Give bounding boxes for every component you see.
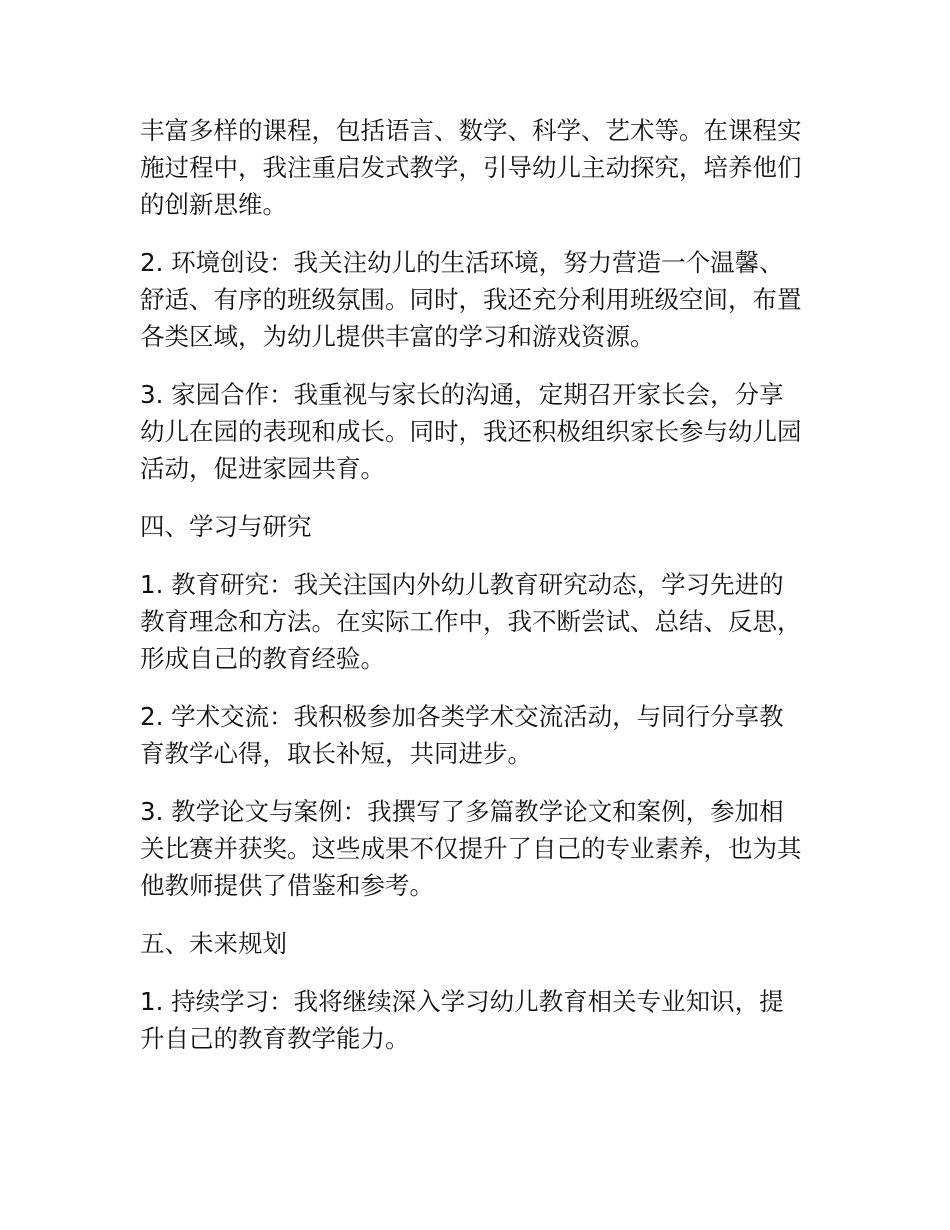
- text-line: 舒适、有序的班级氛围。同时，我还充分利用班级空间，布置: [140, 285, 802, 314]
- text-line: 的创新思维。: [140, 190, 287, 219]
- text-line: 3. 教学论文与案例：我撰写了多篇教学论文和案例，参加相: [140, 797, 784, 826]
- text-line: 幼儿在园的表现和成长。同时，我还积极组织家长参与幼儿园: [140, 417, 802, 446]
- section-heading-future-plan: [140, 925, 816, 962]
- document-page: [140, 112, 816, 1078]
- heading-text: 四、学习与研究: [140, 512, 312, 541]
- text-line: 关比赛并获奖。这些成果不仅提升了自己的专业素养，也为其: [140, 834, 802, 863]
- heading-text: 五、未来规划: [140, 929, 287, 958]
- paragraph-continuous-learning: [140, 983, 816, 1057]
- text-line: 教育理念和方法。在实际工作中，我不断尝试、总结、反思，: [140, 607, 802, 636]
- text-line: 丰富多样的课程，包括语言、数学、科学、艺术等。在课程实: [140, 116, 802, 145]
- text-line: 各类区域，为幼儿提供丰富的学习和游戏资源。: [140, 322, 655, 351]
- text-line: 他教师提供了借鉴和参考。: [140, 871, 434, 900]
- paragraph-academic-exchange: [140, 698, 816, 772]
- paragraph-papers-cases: [140, 793, 816, 904]
- text-line: 施过程中，我注重启发式教学，引导幼儿主动探究，培养他们: [140, 153, 802, 182]
- text-line: 2. 环境创设：我关注幼儿的生活环境，努力营造一个温馨、: [140, 248, 784, 277]
- paragraph-environment: [140, 244, 816, 355]
- text-line: 3. 家园合作：我重视与家长的沟通，定期召开家长会，分享: [140, 380, 784, 409]
- text-line: 活动，促进家园共育。: [140, 454, 385, 483]
- paragraph-curriculum-continued: [140, 112, 816, 223]
- section-heading-study-research: [140, 508, 816, 545]
- paragraph-home-school: [140, 376, 816, 487]
- paragraph-education-research: [140, 566, 816, 677]
- text-line: 升自己的教育教学能力。: [140, 1024, 410, 1053]
- text-line: 育教学心得，取长补短，共同进步。: [140, 739, 532, 768]
- text-line: 形成自己的教育经验。: [140, 644, 385, 673]
- text-line: 1. 持续学习：我将继续深入学习幼儿教育相关专业知识，提: [140, 987, 784, 1016]
- text-line: 2. 学术交流：我积极参加各类学术交流活动，与同行分享教: [140, 702, 784, 731]
- text-line: 1. 教育研究：我关注国内外幼儿教育研究动态，学习先进的: [140, 570, 784, 599]
